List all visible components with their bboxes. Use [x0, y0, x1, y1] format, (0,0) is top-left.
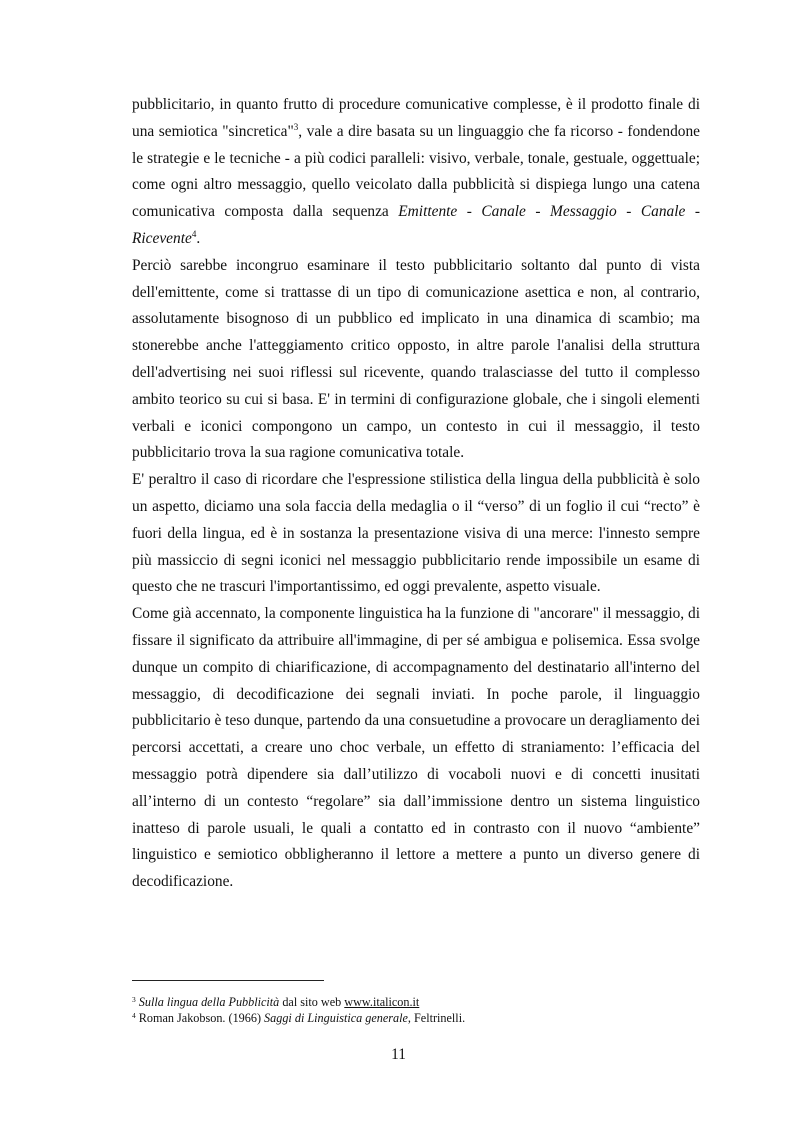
- footnote-text: dal sito web: [279, 995, 345, 1009]
- footnote-number: 4: [132, 1010, 136, 1020]
- paragraph-3: E' peraltro il caso di ricordare che l'espressione stilistica della lingua della pubblicità è solo un aspetto, diciamo una sola faccia della medaglia o il “verso” di un foglio il cui “recto” è fuori della lingua, ed è in sostanza la presentazione visiva di una merce: l'innesto sempre più massiccio di segni iconici nel messaggio pubblicitario rende impossibile un esame di questo che ne trascuri l'importantissimo, ed oggi prevalente, aspetto visuale.: [132, 471, 700, 596]
- paragraph-1-text-c: .: [196, 229, 201, 247]
- footnote-text: , Feltrinelli.: [407, 1010, 466, 1025]
- footnotes: [132, 995, 700, 1026]
- footnote-3: [132, 995, 700, 1011]
- footnote-4: [132, 1011, 700, 1027]
- website-link[interactable]: www.italicon.it: [344, 995, 420, 1009]
- page-number: 11: [391, 1046, 406, 1063]
- footnote-number: 3: [132, 995, 136, 1004]
- paragraph-2: Perciò sarebbe incongruo esaminare il testo pubblicitario soltanto dal punto di vista dell'emittente, come si trattasse di un tipo di comunicazione asettica e non, al contrario, assolutamente bisognoso di un pubblico ed implicato in una dinamica di scambio; ma stonerebbe anche l'atteggiamento critico opposto, in altre parole l'analisi della struttura dell'advertising nei suoi riflessi sul ricevente, quando tralasciasse del tutto il complesso ambito teorico su cui si basa. E' in termini di configurazione globale, che i singoli elementi verbali e iconici compongono un campo, un contesto in cui il messaggio, il testo pubblicitario trova la sua ragione comunicativa totale.: [132, 256, 700, 462]
- paragraph-4: Come già accennato, la componente linguistica ha la funzione di "ancorare" il messaggio, di fissare il significato da attribuire all'immagine, di per sé ambigua e polisemica. Essa svolge dunque un compito di chiarificazione, di accompagnamento del destinatario all'interno del messaggio, di decodificazione dei segnali inviati. In poche parole, il linguaggio pubblicitario è teso dunque, partendo da una consuetudine a provocare un deragliamento dei percorsi accettati, a creare uno choc verbale, un effetto di straniamento: l’efficacia del messaggio potrà dipendere sia dall’utilizzo di vocaboli nuovi e di concetti inusitati all’interno di un contesto “regolare” sia dall’immissione dentro un sistema linguistico inatteso di parole usuali, le quali a contatto ed in contrasto con il nuovo “ambiente” linguistico e semiotico obbligheranno il lettore a mettere a punto un diverso genere di decodificazione.: [132, 605, 700, 891]
- paragraph-1: [132, 92, 700, 253]
- footnote-ref-4[interactable]: 4: [191, 228, 197, 239]
- footnote-title: Saggi di Linguistica generale: [264, 1010, 408, 1025]
- footnote-title: Sulla lingua della Pubblicità: [138, 995, 280, 1009]
- footnote-ref-3[interactable]: 3: [293, 121, 299, 132]
- footnote-text: Roman Jakobson. (1966): [135, 1010, 265, 1025]
- paragraph-1-text-b: , vale a dire basata su un linguaggio che fa ricorso - fondendone le strategie e le tecniche - a più codici paralleli: visivo, verbale, tonale, gestuale, oggettuale; come ogni altro messaggio, quello veicolato dalla pubblicità si dispiega lungo una catena comunicativa composta dalla sequenza: [132, 122, 701, 221]
- page-body: [132, 92, 700, 896]
- communication-chain: Emittente - Canale - Messaggio - Canale - Ricevente: [132, 203, 700, 247]
- paragraph-1-text-a: pubblicitario, in quanto frutto di procedure comunicative complesse, è il prodotto finale di una semiotica "sincretica": [132, 96, 700, 140]
- footnote-separator: [132, 980, 324, 981]
